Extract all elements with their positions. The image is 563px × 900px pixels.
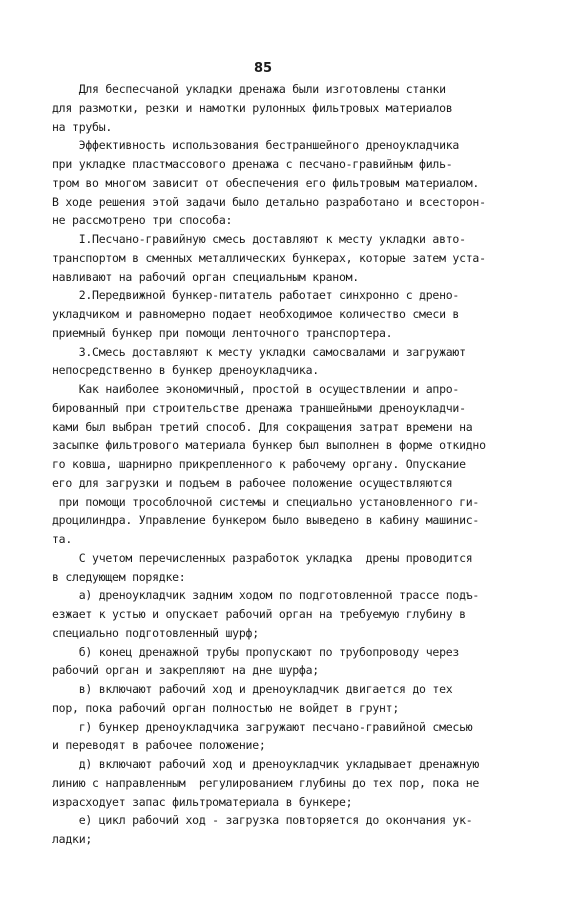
text-line: не рассмотрено три способа: [52,213,233,228]
text-line: 2.Передвижной бункер-питатель работает синхронно с дрено- [52,288,460,303]
text-line: для размотки, резки и намотки рулонных фильтровых материалов [52,100,453,115]
text-line: специально подготовленный шурф; [52,625,259,640]
text-line: рабочий орган и закрепляют на дне шурфа; [52,663,319,678]
text-line: дроцилиндра. Управление бункером было выведено в кабину машинис- [52,513,480,528]
text-line: го ковша, шарнирно прикрепленного к рабочему органу. Опускание [52,457,466,471]
text-line: С учетом перечисленных разработок укладка дрены проводится [52,550,473,565]
text-line: I.Песчано-гравийную смесь доставляют к месту укладки авто- [52,232,466,246]
text-line: непосредственно в бункер дреноукладчика. [52,363,319,378]
text-line: линию с направленным регулированием глубины до тех пор, пока не [52,775,480,790]
text-line: в) включают рабочий ход и дреноукладчик двигается до тех [52,682,453,696]
text-line: пор, пока рабочий орган полностью не войдет в грунт; [52,700,400,715]
text-line: транспортом в сменных металлических бункерах, которые затем уста- [52,250,486,265]
text-line: при укладке пластмассового дренажа с песчано-гравийным филь- [52,157,453,171]
text-line: навливают на рабочий орган специальным краном. [52,269,359,284]
text-line: Эффективность использования бестраншейного дреноукладчика [52,138,460,153]
text-line: тром во многом зависит от обеспечения его фильтровым материалом. [52,175,480,190]
text-line: бированный при строительстве дренажа траншейными дреноукладчи- [52,400,466,415]
text-line: б) конец дренажной трубы пропускают по трубопроводу через [52,644,460,659]
text-line: д) включают рабочий ход и дреноукладчик укладывает дренажную [52,757,480,771]
text-line: Как наиболее экономичный, простой в осуществлении и апро- [52,382,460,396]
text-line: и переводят в рабочее положение; [52,738,266,753]
text-line: засыпке фильтрового материала бункер был выполнен в форме откидно [52,438,486,453]
text-line: е) цикл рабочий ход - загрузка повторяется до окончания ук- [52,813,473,828]
page-number: 85 [254,61,273,76]
text-line: та. [52,532,73,546]
text-line: при помощи трособлочной системы и специально установленного ги- [52,494,480,509]
body-text [52,80,532,849]
text-line: г) бункер дреноукладчика загружают песчано-гравийной смесью [52,719,473,734]
text-line: его для загрузки и подъем в рабочее положение осуществляются [52,475,453,490]
text-line: укладчиком и равномерно подает необходимое количество смеси в [52,307,460,321]
text-line: приемный бункер при помощи ленточного транспортера. [52,325,393,340]
text-line: в следующем порядке: [52,569,186,584]
text-line: ками был выбран третий способ. Для сокращения затрат времени на [52,419,473,434]
text-line: израсходует запас фильтроматериала в бункере; [52,794,353,809]
text-line: ладки; [52,832,93,846]
text-line: а) дреноукладчик задним ходом по подготовленной трассе подъ- [52,588,480,603]
text-line: 3.Смесь доставляют к месту укладки самосвалами и загружают [52,344,466,359]
text-line: на трубы. [52,119,113,134]
text-line: езжает к устью и опускает рабочий орган на требуемую глубину в [52,607,466,621]
text-line: Для беспесчаной укладки дренажа были изготовлены станки [52,82,446,96]
text-line: В ходе решения этой задачи было детально разработано и всесторон- [52,194,486,209]
